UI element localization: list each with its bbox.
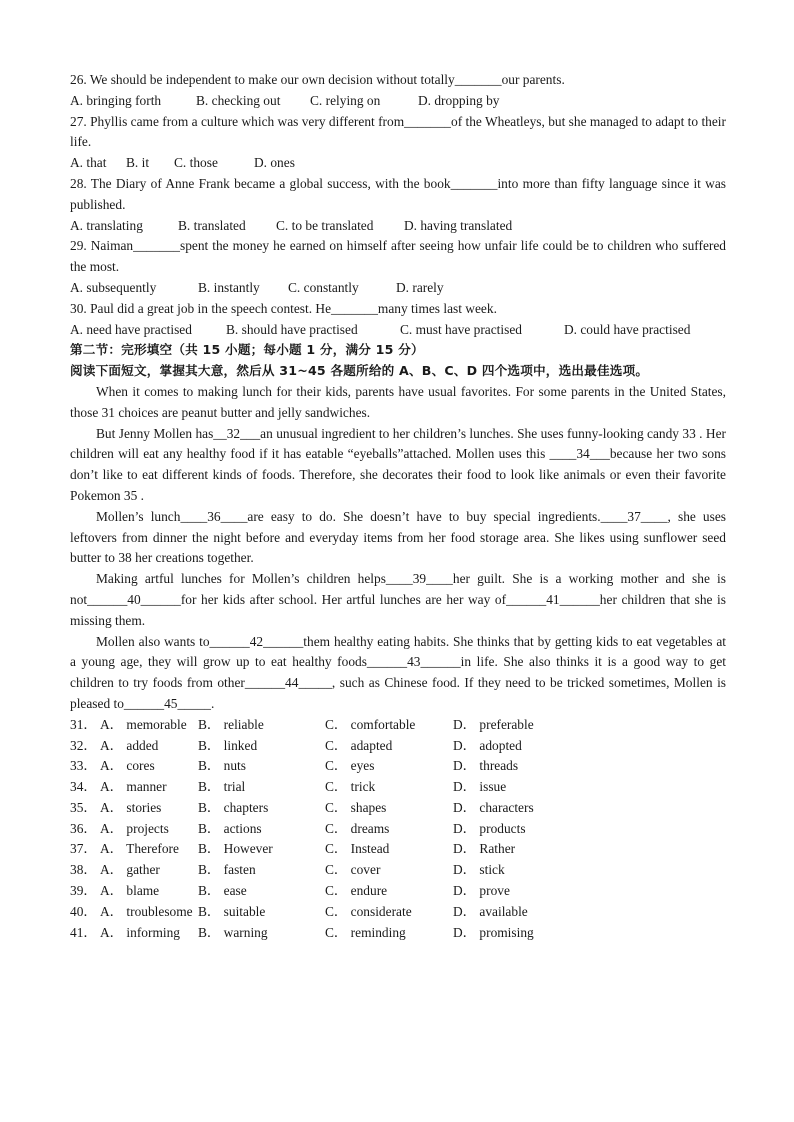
question-29-options — [70, 278, 726, 299]
question-29-stem: 29. Naiman_______spent the money he earned on himself after seeing how unfair life could be to children who suffered the most. — [70, 238, 726, 275]
option-c: C． dreams — [325, 820, 390, 836]
option-d: D． promising — [453, 924, 534, 940]
cloze-option-row — [70, 860, 726, 881]
option-d: D． threads — [453, 758, 519, 774]
cloze-option-row — [70, 736, 726, 757]
cloze-option-row — [70, 839, 726, 860]
option-b: B． fasten — [198, 862, 256, 878]
option-d: D. dropping by — [418, 92, 500, 108]
question-28-stem: 28. The Diary of Anne Frank became a global success, with the book_______into more than fifty language since it was published. — [70, 175, 726, 212]
option-d: D． prove — [453, 883, 510, 899]
option-c: C. constantly — [288, 279, 359, 295]
option-b: B． chapters — [198, 799, 269, 815]
passage-paragraph-5: Mollen also wants to______42______them healthy eating habits. She thinks that by getting kids to eat vegetables at a young age, they will grow up to eat healthy foods______43______in life. She also thinks it is a good way to get children to try foods from other______44_____, such as Chinese food. If they need to be tricked sometimes, Mollen is pleased to______45_____. — [70, 633, 726, 711]
question-number: 38． — [70, 862, 97, 878]
cloze-options — [70, 715, 726, 944]
question-number: 33． — [70, 758, 97, 774]
option-b: B． ease — [198, 883, 247, 899]
option-a: A． blame — [100, 883, 160, 899]
option-a: A． informing — [100, 924, 180, 940]
question-26-stem: 26. We should be independent to make our own decision without totally_______our parents. — [70, 72, 565, 87]
question-27-options — [70, 153, 726, 174]
option-d: D． products — [453, 820, 526, 836]
option-a: A． projects — [100, 820, 169, 836]
cloze-option-row — [70, 923, 726, 944]
question-number: 39． — [70, 883, 97, 899]
option-d: D． characters — [453, 799, 534, 815]
option-a: A． added — [100, 737, 159, 753]
option-c: C. to be translated — [276, 217, 374, 233]
option-b: B． suitable — [198, 903, 266, 919]
question-number: 36． — [70, 820, 97, 836]
option-b: B． linked — [198, 737, 258, 753]
option-a: A. bringing forth — [70, 92, 162, 108]
option-d: D． adopted — [453, 737, 522, 753]
option-d: D． Rather — [453, 841, 516, 857]
question-28-options — [70, 216, 726, 237]
option-a: A． manner — [100, 779, 167, 795]
section-heading: 第二节：完形填空（共 15 小题；每小题 1 分，满分 15 分） — [70, 342, 424, 358]
option-b: B. checking out — [196, 92, 281, 108]
passage-paragraph-3: Mollen’s lunch____36____are easy to do. She doesn’t have to buy special ingredients.____37____, she uses leftovers from dinner the night before and everyday items from her food storage area. She likes using sunflower seed butter to 38 her creations together. — [70, 508, 726, 566]
option-d: D. ones — [254, 155, 295, 171]
option-d: D. could have practised — [564, 321, 691, 337]
cloze-option-row — [70, 777, 726, 798]
question-30-options — [70, 320, 726, 341]
option-b: B. should have practised — [226, 321, 358, 337]
option-a: A. translating — [70, 217, 143, 233]
option-c: C． comfortable — [325, 716, 416, 732]
option-b: B． reliable — [198, 716, 264, 732]
cloze-option-row — [70, 819, 726, 840]
option-a: A． memorable — [100, 716, 187, 732]
question-27-stem: 27. Phyllis came from a culture which was very different from_______of the Wheatleys, but she managed to adapt to their life. — [70, 113, 726, 150]
option-c: C． shapes — [325, 799, 387, 815]
option-a: A． Therefore — [100, 841, 179, 857]
option-a: A. need have practised — [70, 321, 192, 337]
option-b: B. instantly — [198, 279, 260, 295]
option-b: B. translated — [178, 217, 246, 233]
option-c: C. must have practised — [400, 321, 522, 337]
option-b: B． actions — [198, 820, 262, 836]
question-number: 41． — [70, 924, 97, 940]
option-a: A. that — [70, 155, 107, 171]
option-c: C. relying on — [310, 92, 381, 108]
option-a: A． gather — [100, 862, 160, 878]
option-d: D． issue — [453, 779, 507, 795]
option-a: A． cores — [100, 758, 155, 774]
option-c: C． trick — [325, 779, 376, 795]
option-a: A. subsequently — [70, 279, 157, 295]
option-d: D. rarely — [396, 279, 444, 295]
option-c: C． eyes — [325, 758, 375, 774]
question-26-options — [70, 91, 726, 112]
option-d: D． available — [453, 903, 528, 919]
option-a: A． troublesome — [100, 903, 193, 919]
cloze-option-row — [70, 798, 726, 819]
cloze-option-row — [70, 881, 726, 902]
section-instruction: 阅读下面短文，掌握其大意，然后从 31~45 各题所给的 A、B、C、D 四个选项中，选出最佳选项。 — [70, 363, 649, 379]
cloze-option-row — [70, 756, 726, 777]
cloze-option-row — [70, 715, 726, 736]
cloze-option-row — [70, 902, 726, 923]
passage-paragraph-1: When it comes to making lunch for their kids, parents have usual favorites. For some parents in the United States, those 31 choices are peanut butter and jelly sandwiches. — [70, 383, 726, 420]
option-c: C． adapted — [325, 737, 393, 753]
option-d: D. having translated — [404, 217, 513, 233]
option-c: C． reminding — [325, 924, 406, 940]
option-b: B. it — [126, 155, 150, 171]
option-b: B． trial — [198, 779, 246, 795]
question-number: 40． — [70, 903, 97, 919]
question-number: 31． — [70, 716, 97, 732]
option-d: D． preferable — [453, 716, 534, 732]
option-b: B． However — [198, 841, 273, 857]
option-c: C． Instead — [325, 841, 390, 857]
option-c: C． cover — [325, 862, 381, 878]
passage-paragraph-4: Making artful lunches for Mollen’s children helps____39____her guilt. She is a working mother and she is not______40______for her kids after school. Her artful lunches are her way of______41______her children that she is missing them. — [70, 571, 726, 628]
exam-page — [70, 70, 726, 943]
question-number: 34． — [70, 779, 97, 795]
option-c: C. those — [174, 155, 218, 171]
option-c: C． considerate — [325, 903, 412, 919]
question-number: 37． — [70, 841, 97, 857]
option-b: B． nuts — [198, 758, 246, 774]
option-c: C． endure — [325, 883, 388, 899]
option-a: A． stories — [100, 799, 162, 815]
option-b: B． warning — [198, 924, 268, 940]
option-d: D． stick — [453, 862, 505, 878]
question-number: 32． — [70, 737, 97, 753]
passage-paragraph-2: But Jenny Mollen has__32___an unusual ingredient to her children’s lunches. She uses funny-looking candy 33 . Her children will eat any healthy food if it has eatable “eyeballs”attached. Mollen uses this ____34___because her two sons don’t like to eat different kinds of foods. Therefore, she decorates their food to look like animals or even their favorite Pokemon 35 . — [70, 425, 726, 503]
question-number: 35． — [70, 799, 97, 815]
question-30-stem: 30. Paul did a great job in the speech contest. He_______many times last week. — [70, 300, 497, 316]
